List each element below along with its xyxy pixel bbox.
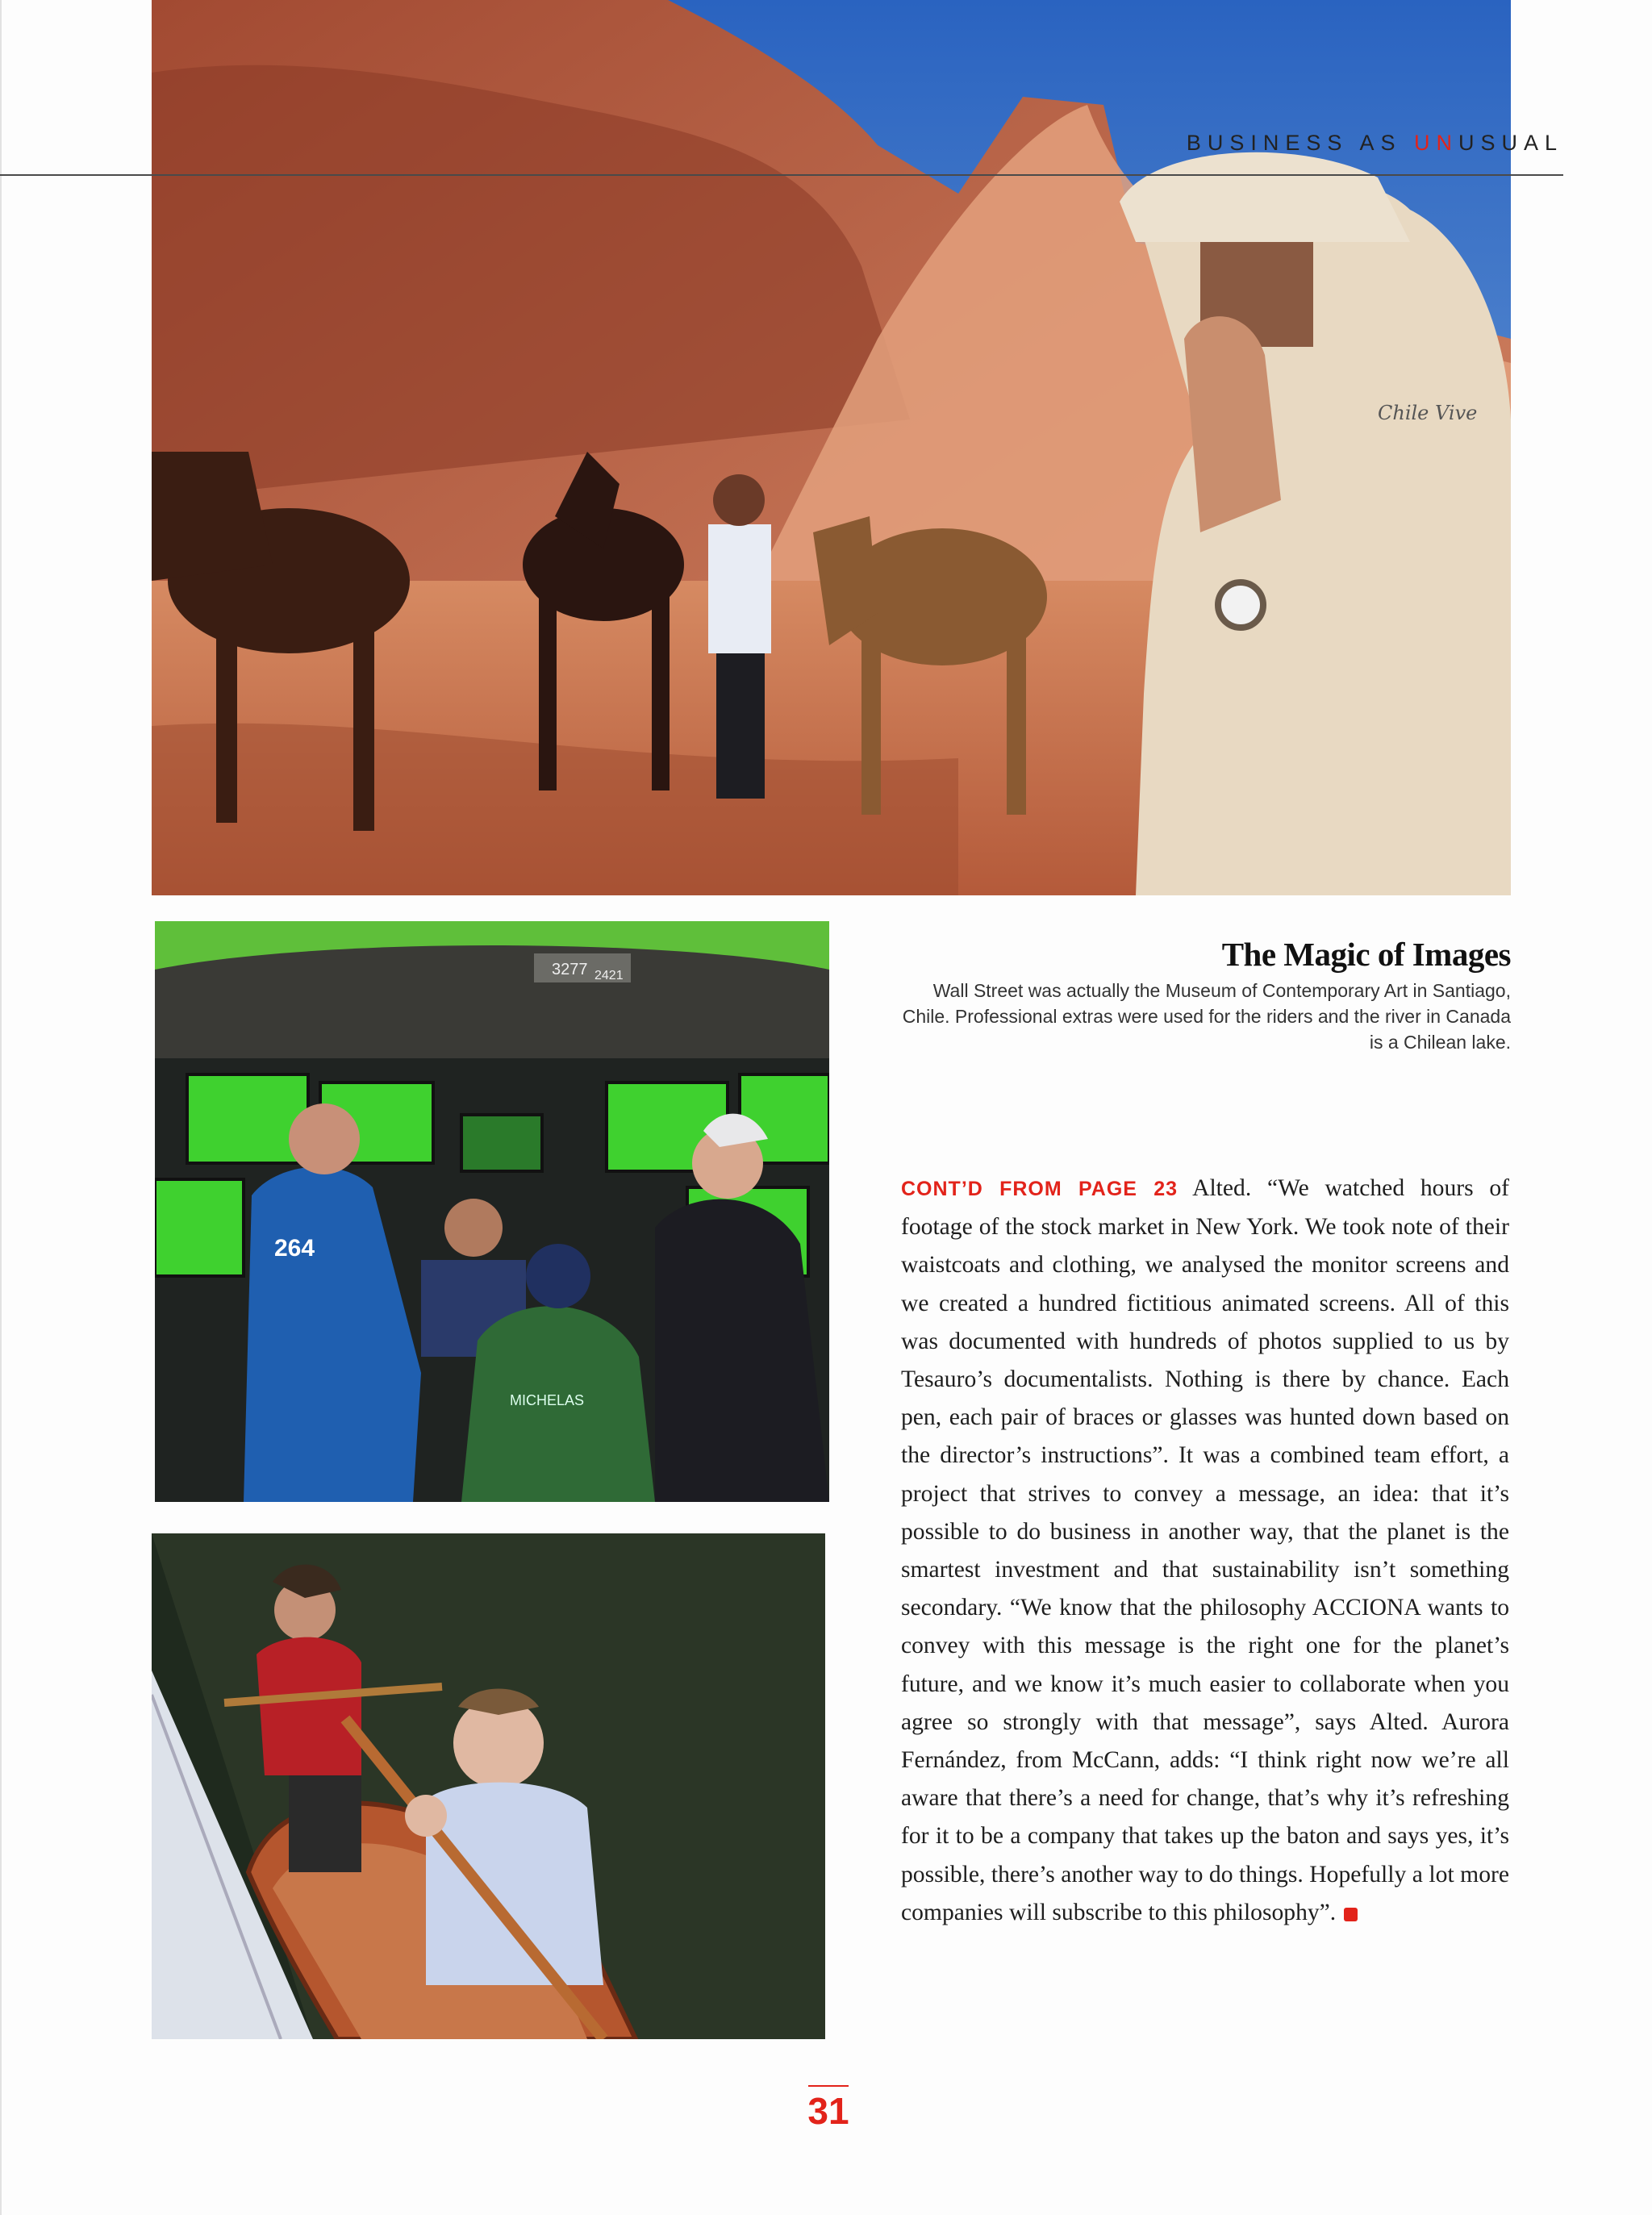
article-text: Alted. “We watched hours of footage of the stock market in New York. We took note of their waistcoats and clothing, we analysed the monitor screens and we created a hundred fictitious animated screens. All of this was documented with hundreds of photos supplied to us by Tesauro’s documentalists. Nothing is there by chance. Each pen, each pair of braces or glasses was hunted down based on the director’s instructions”. It was a combined team effort, a project that strives to convey a message, an idea: that it’s possible to do business in another way, that the planet is the smartest investment and that sustainability isn’t something secondary. “We know that the philosophy ACCIONA wants to convey with this message is the right one for the planet’s future, and we know it’s much easier to collaborate when you agree so strongly with that message”, says Alted. Aurora Fernández, from McCann, adds: “I think right now we’re all aware that there’s a need for change, that’s why it’s refreshing for it to be a company that takes up the baton and says yes, it’s possible, there’s another way to do things. Hopefully a lot more companies will subscribe to this philosophy”. [901,1175,1509,1925]
caption-title: The Magic of Images [1221,936,1511,973]
section-label-accent: UN [1413,131,1458,155]
canoe-lake-photo [152,1533,825,2039]
section-label [1187,131,1563,156]
board-number-2: 2421 [594,969,624,982]
section-label-suffix: USUAL [1458,131,1563,155]
section-label-prefix: BUSINESS AS [1186,131,1414,155]
article-paragraph [901,1170,1509,1932]
board-number-1: 3277 [552,961,588,978]
hat-embroidery-text: Chile Vive [1378,402,1478,424]
header-rule [0,174,1563,176]
photo-caption [898,934,1511,1055]
page-number: 31 [807,2090,849,2132]
page-edge-line [0,0,2,2215]
folio-rule [808,2085,849,2087]
article-body [901,1170,1509,1932]
stock-exchange-set-photo [155,921,829,1502]
badge-number: 264 [274,1235,315,1262]
caption-text: Wall Street was actually the Museum of Contemporary Art in Santiago, Chile. Professional extras were used for the riders and the river in Canada is a Chilean lake. [902,980,1511,1053]
end-of-article-mark [1344,1908,1358,1921]
continued-kicker: CONT’D FROM PAGE 23 [901,1178,1179,1200]
jacket-logo-text: MICHELAS [510,1392,585,1408]
